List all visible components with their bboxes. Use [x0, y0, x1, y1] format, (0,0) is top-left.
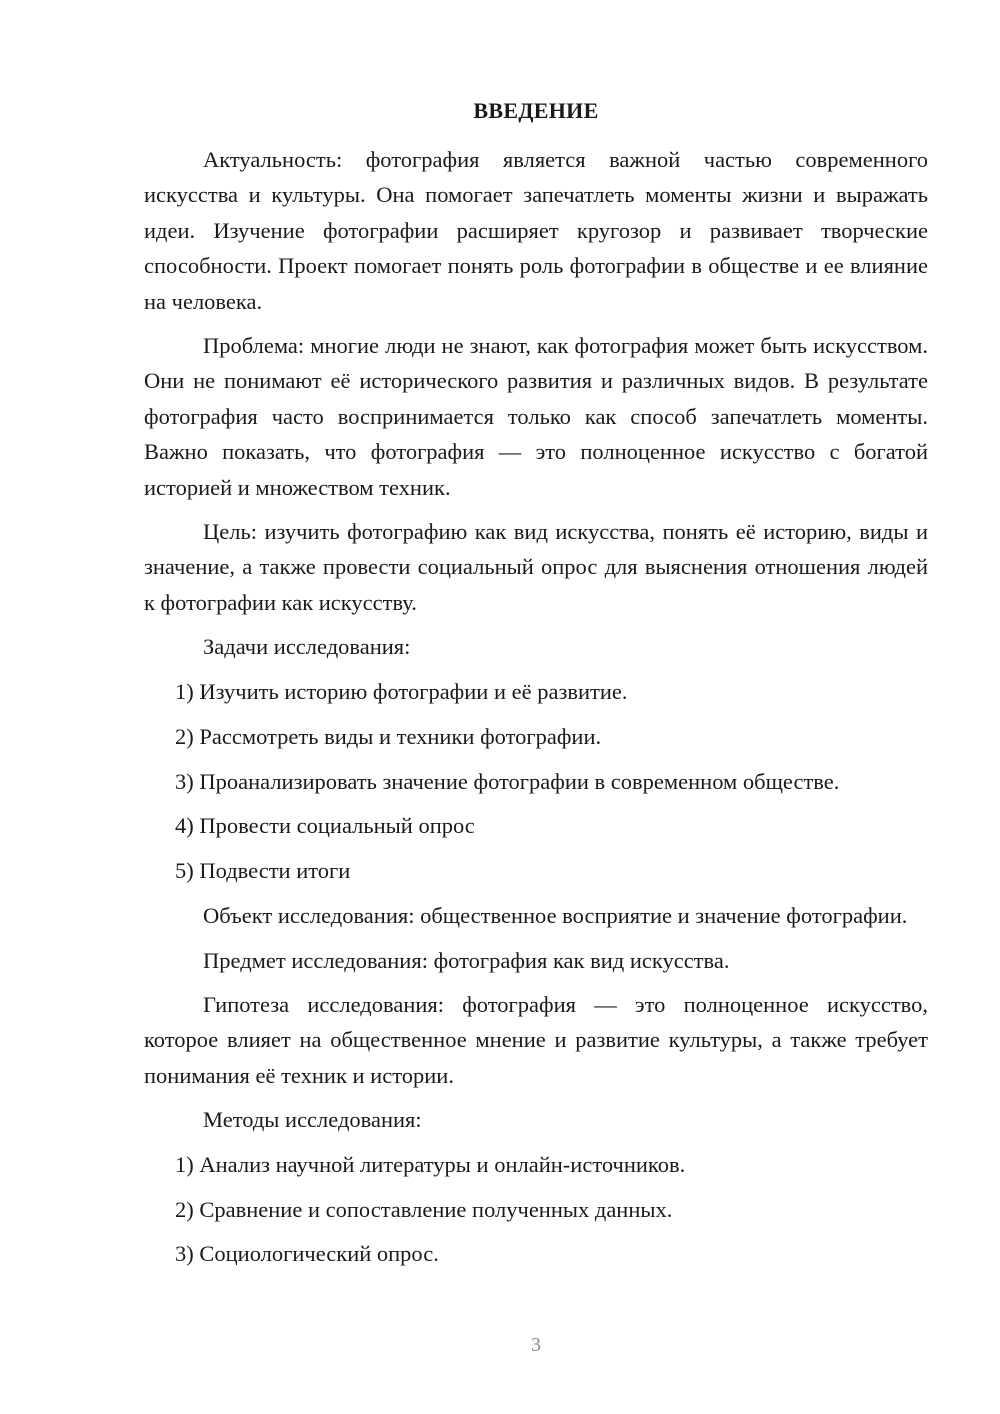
hypothesis-paragraph: Гипотеза исследования: фотография — это полноценное искусство, которое влияет на общественное мнение и развитие культуры, а также требует понимания её техник и истории.: [144, 992, 928, 1088]
task-item: 3) Проанализировать значение фотографии в современном обществе.: [175, 768, 840, 794]
method-item: 2) Сравнение и сопоставление полученных данных.: [175, 1196, 673, 1222]
method-item: 1) Анализ научной литературы и онлайн-источников.: [175, 1151, 686, 1177]
object-paragraph: Объект исследования: общественное восприятие и значение фотографии.: [203, 903, 908, 929]
document-page: [144, 0, 928, 1414]
task-item: 5) Подвести итоги: [175, 858, 351, 884]
relevance-paragraph: Актуальность: фотография является важной частью современного искусства и культуры. Она помогает запечатлеть моменты жизни и выражать идеи. Изучение фотографии расширяет кругозор и развивает творческие способности. Проект помогает понять роль фотографии в обществе и ее влияние на человека.: [144, 147, 928, 314]
page-number: 3: [531, 1334, 541, 1356]
subject-paragraph: Предмет исследования: фотография как вид искусства.: [203, 947, 730, 973]
task-item: 4) Провести социальный опрос: [175, 813, 475, 839]
document-body: [144, 142, 928, 1281]
task-item: 2) Рассмотреть виды и техники фотографии.: [175, 723, 602, 749]
goal-paragraph: Цель: изучить фотографию как вид искусства, понять её историю, виды и значение, а также провести социальный опрос для выяснения отношения людей к фотографии как искусству.: [144, 519, 928, 615]
method-item: 3) Социологический опрос.: [175, 1241, 439, 1267]
task-item: 1) Изучить историю фотографии и её развитие.: [175, 678, 628, 704]
methods-heading: Методы исследования:: [203, 1107, 422, 1133]
tasks-heading: Задачи исследования:: [203, 634, 411, 660]
page-title: ВВЕДЕНИЕ: [473, 98, 599, 123]
problem-paragraph: Проблема: многие люди не знают, как фотография может быть искусством. Они не понимают её исторического развития и различных видов. В результате фотография часто воспринимается только как способ запечатлеть моменты. Важно показать, что фотография — это полноценное искусство с богатой историей и множеством техник.: [144, 333, 928, 500]
